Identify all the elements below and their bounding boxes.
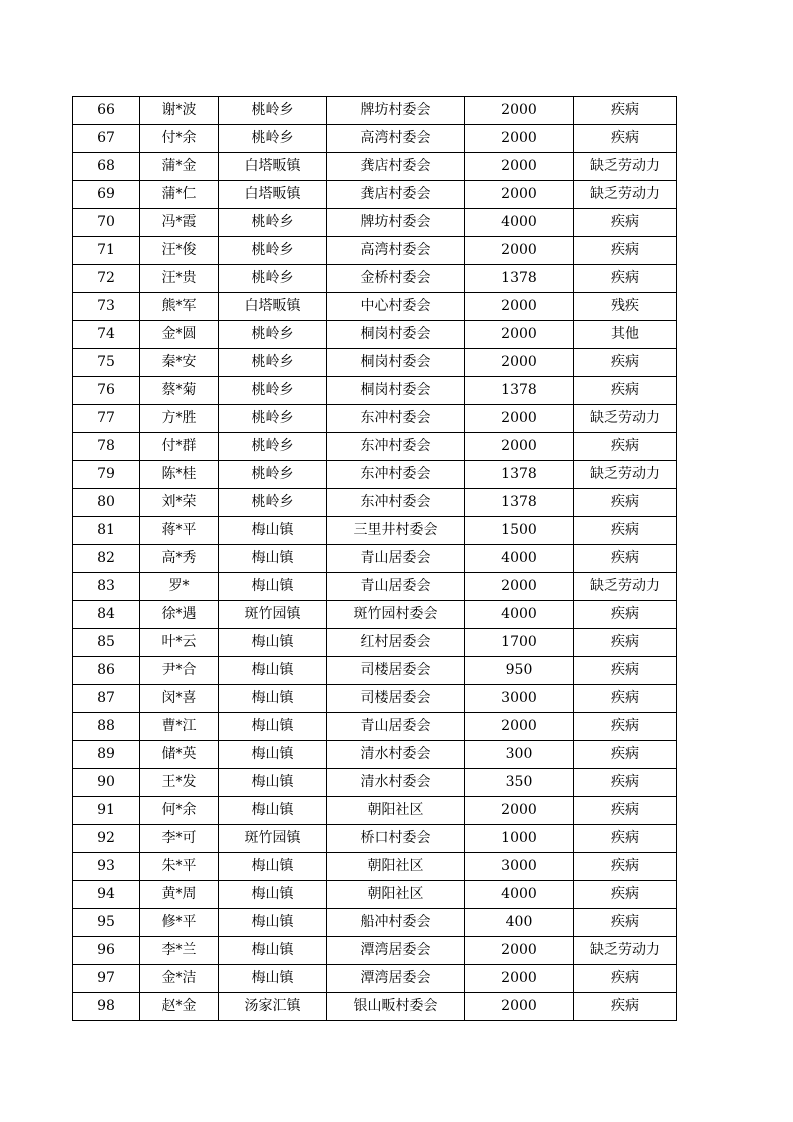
person-name-cell: 付*余: [140, 125, 219, 153]
village-committee-cell: 桐岗村委会: [327, 321, 465, 349]
table-row: [73, 741, 677, 769]
person-name-cell: 陈*桂: [140, 461, 219, 489]
township-cell: 桃岭乡: [219, 97, 327, 125]
table-body: [73, 97, 677, 1021]
poverty-reason-cell: 疾病: [574, 881, 677, 909]
poverty-reason-cell: 疾病: [574, 601, 677, 629]
aid-amount-cell: 2000: [465, 125, 574, 153]
township-cell: 梅山镇: [219, 629, 327, 657]
aid-amount-cell: 2000: [465, 321, 574, 349]
township-cell: 梅山镇: [219, 769, 327, 797]
table-row: [73, 461, 677, 489]
township-cell: 桃岭乡: [219, 125, 327, 153]
aid-amount-cell: 1378: [465, 489, 574, 517]
person-name-cell: 修*平: [140, 909, 219, 937]
township-cell: 白塔畈镇: [219, 153, 327, 181]
row-number-cell: 86: [73, 657, 140, 685]
person-name-cell: 储*英: [140, 741, 219, 769]
township-cell: 桃岭乡: [219, 461, 327, 489]
person-name-cell: 蒲*金: [140, 153, 219, 181]
village-committee-cell: 青山居委会: [327, 545, 465, 573]
row-number-cell: 95: [73, 909, 140, 937]
poverty-reason-cell: 疾病: [574, 125, 677, 153]
aid-amount-cell: 2000: [465, 573, 574, 601]
row-number-cell: 72: [73, 265, 140, 293]
table-row: [73, 405, 677, 433]
table-row: [73, 181, 677, 209]
township-cell: 斑竹园镇: [219, 825, 327, 853]
township-cell: 斑竹园镇: [219, 601, 327, 629]
row-number-cell: 85: [73, 629, 140, 657]
village-committee-cell: 三里井村委会: [327, 517, 465, 545]
poverty-reason-cell: 疾病: [574, 517, 677, 545]
person-name-cell: 朱*平: [140, 853, 219, 881]
row-number-cell: 89: [73, 741, 140, 769]
row-number-cell: 96: [73, 937, 140, 965]
person-name-cell: 方*胜: [140, 405, 219, 433]
poverty-reason-cell: 疾病: [574, 209, 677, 237]
poverty-reason-cell: 缺乏劳动力: [574, 573, 677, 601]
table-row: [73, 489, 677, 517]
village-committee-cell: 中心村委会: [327, 293, 465, 321]
village-committee-cell: 红村居委会: [327, 629, 465, 657]
table-row: [73, 965, 677, 993]
row-number-cell: 87: [73, 685, 140, 713]
aid-amount-cell: 4000: [465, 881, 574, 909]
aid-amount-cell: 1378: [465, 461, 574, 489]
aid-amount-cell: 300: [465, 741, 574, 769]
person-name-cell: 何*余: [140, 797, 219, 825]
aid-table: [72, 96, 677, 1021]
village-committee-cell: 银山畈村委会: [327, 993, 465, 1021]
table-row: [73, 265, 677, 293]
aid-amount-cell: 950: [465, 657, 574, 685]
aid-amount-cell: 3000: [465, 853, 574, 881]
table-row: [73, 769, 677, 797]
person-name-cell: 黄*周: [140, 881, 219, 909]
table-row: [73, 321, 677, 349]
township-cell: 梅山镇: [219, 937, 327, 965]
person-name-cell: 秦*安: [140, 349, 219, 377]
table-row: [73, 601, 677, 629]
row-number-cell: 78: [73, 433, 140, 461]
poverty-reason-cell: 疾病: [574, 825, 677, 853]
table-row: [73, 153, 677, 181]
village-committee-cell: 东冲村委会: [327, 405, 465, 433]
person-name-cell: 蔡*菊: [140, 377, 219, 405]
person-name-cell: 金*圆: [140, 321, 219, 349]
table-row: [73, 545, 677, 573]
table-row: [73, 797, 677, 825]
row-number-cell: 94: [73, 881, 140, 909]
township-cell: 桃岭乡: [219, 349, 327, 377]
table-row: [73, 657, 677, 685]
village-committee-cell: 桥口村委会: [327, 825, 465, 853]
person-name-cell: 汪*贵: [140, 265, 219, 293]
poverty-reason-cell: 缺乏劳动力: [574, 153, 677, 181]
aid-amount-cell: 2000: [465, 293, 574, 321]
person-name-cell: 谢*波: [140, 97, 219, 125]
aid-amount-cell: 2000: [465, 181, 574, 209]
table-row: [73, 909, 677, 937]
aid-amount-cell: 1378: [465, 265, 574, 293]
township-cell: 梅山镇: [219, 881, 327, 909]
aid-amount-cell: 2000: [465, 965, 574, 993]
table-row: [73, 209, 677, 237]
poverty-reason-cell: 疾病: [574, 545, 677, 573]
poverty-reason-cell: 缺乏劳动力: [574, 937, 677, 965]
village-committee-cell: 司楼居委会: [327, 657, 465, 685]
row-number-cell: 98: [73, 993, 140, 1021]
township-cell: 梅山镇: [219, 965, 327, 993]
row-number-cell: 75: [73, 349, 140, 377]
aid-amount-cell: 4000: [465, 601, 574, 629]
person-name-cell: 曹*江: [140, 713, 219, 741]
township-cell: 梅山镇: [219, 713, 327, 741]
row-number-cell: 83: [73, 573, 140, 601]
person-name-cell: 付*群: [140, 433, 219, 461]
township-cell: 梅山镇: [219, 741, 327, 769]
township-cell: 梅山镇: [219, 797, 327, 825]
township-cell: 桃岭乡: [219, 265, 327, 293]
poverty-reason-cell: 缺乏劳动力: [574, 405, 677, 433]
poverty-reason-cell: 疾病: [574, 349, 677, 377]
township-cell: 梅山镇: [219, 517, 327, 545]
poverty-reason-cell: 其他: [574, 321, 677, 349]
person-name-cell: 赵*金: [140, 993, 219, 1021]
township-cell: 梅山镇: [219, 853, 327, 881]
village-committee-cell: 桐岗村委会: [327, 349, 465, 377]
row-number-cell: 76: [73, 377, 140, 405]
poverty-reason-cell: 疾病: [574, 797, 677, 825]
person-name-cell: 金*洁: [140, 965, 219, 993]
row-number-cell: 90: [73, 769, 140, 797]
township-cell: 桃岭乡: [219, 237, 327, 265]
aid-amount-cell: 1378: [465, 377, 574, 405]
village-committee-cell: 潭湾居委会: [327, 937, 465, 965]
poverty-reason-cell: 缺乏劳动力: [574, 181, 677, 209]
row-number-cell: 88: [73, 713, 140, 741]
township-cell: 梅山镇: [219, 909, 327, 937]
person-name-cell: 蒲*仁: [140, 181, 219, 209]
person-name-cell: 徐*遇: [140, 601, 219, 629]
person-name-cell: 叶*云: [140, 629, 219, 657]
aid-amount-cell: 2000: [465, 993, 574, 1021]
table-row: [73, 125, 677, 153]
row-number-cell: 69: [73, 181, 140, 209]
township-cell: 梅山镇: [219, 685, 327, 713]
poverty-reason-cell: 疾病: [574, 489, 677, 517]
person-name-cell: 冯*霞: [140, 209, 219, 237]
village-committee-cell: 朝阳社区: [327, 881, 465, 909]
village-committee-cell: 青山居委会: [327, 713, 465, 741]
row-number-cell: 74: [73, 321, 140, 349]
village-committee-cell: 桐岗村委会: [327, 377, 465, 405]
poverty-reason-cell: 缺乏劳动力: [574, 461, 677, 489]
aid-amount-cell: 2000: [465, 937, 574, 965]
person-name-cell: 罗*: [140, 573, 219, 601]
township-cell: 桃岭乡: [219, 489, 327, 517]
village-committee-cell: 高湾村委会: [327, 125, 465, 153]
row-number-cell: 92: [73, 825, 140, 853]
village-committee-cell: 高湾村委会: [327, 237, 465, 265]
poverty-reason-cell: 疾病: [574, 433, 677, 461]
township-cell: 桃岭乡: [219, 209, 327, 237]
township-cell: 白塔畈镇: [219, 181, 327, 209]
village-committee-cell: 朝阳社区: [327, 797, 465, 825]
person-name-cell: 汪*俊: [140, 237, 219, 265]
township-cell: 白塔畈镇: [219, 293, 327, 321]
poverty-reason-cell: 疾病: [574, 629, 677, 657]
village-committee-cell: 牌坊村委会: [327, 209, 465, 237]
village-committee-cell: 东冲村委会: [327, 461, 465, 489]
table-row: [73, 629, 677, 657]
poverty-reason-cell: 疾病: [574, 237, 677, 265]
township-cell: 桃岭乡: [219, 405, 327, 433]
village-committee-cell: 青山居委会: [327, 573, 465, 601]
village-committee-cell: 龚店村委会: [327, 181, 465, 209]
aid-amount-cell: 2000: [465, 349, 574, 377]
poverty-reason-cell: 疾病: [574, 993, 677, 1021]
village-committee-cell: 潭湾居委会: [327, 965, 465, 993]
row-number-cell: 68: [73, 153, 140, 181]
table-row: [73, 377, 677, 405]
aid-amount-cell: 2000: [465, 97, 574, 125]
table-row: [73, 937, 677, 965]
person-name-cell: 熊*军: [140, 293, 219, 321]
person-name-cell: 尹*合: [140, 657, 219, 685]
village-committee-cell: 清水村委会: [327, 769, 465, 797]
row-number-cell: 84: [73, 601, 140, 629]
row-number-cell: 80: [73, 489, 140, 517]
row-number-cell: 79: [73, 461, 140, 489]
table-row: [73, 993, 677, 1021]
aid-amount-cell: 1000: [465, 825, 574, 853]
aid-amount-cell: 400: [465, 909, 574, 937]
poverty-reason-cell: 疾病: [574, 685, 677, 713]
row-number-cell: 77: [73, 405, 140, 433]
row-number-cell: 71: [73, 237, 140, 265]
table-row: [73, 433, 677, 461]
table-row: [73, 881, 677, 909]
row-number-cell: 93: [73, 853, 140, 881]
poverty-reason-cell: 疾病: [574, 769, 677, 797]
person-name-cell: 王*发: [140, 769, 219, 797]
table-row: [73, 853, 677, 881]
aid-amount-cell: 2000: [465, 405, 574, 433]
row-number-cell: 81: [73, 517, 140, 545]
table-row: [73, 349, 677, 377]
table-row: [73, 517, 677, 545]
township-cell: 桃岭乡: [219, 321, 327, 349]
aid-amount-cell: 1500: [465, 517, 574, 545]
village-committee-cell: 斑竹园村委会: [327, 601, 465, 629]
village-committee-cell: 东冲村委会: [327, 433, 465, 461]
poverty-reason-cell: 疾病: [574, 741, 677, 769]
township-cell: 桃岭乡: [219, 377, 327, 405]
person-name-cell: 闵*喜: [140, 685, 219, 713]
row-number-cell: 91: [73, 797, 140, 825]
poverty-reason-cell: 疾病: [574, 657, 677, 685]
table-row: [73, 573, 677, 601]
row-number-cell: 97: [73, 965, 140, 993]
person-name-cell: 高*秀: [140, 545, 219, 573]
table-row: [73, 825, 677, 853]
poverty-reason-cell: 疾病: [574, 377, 677, 405]
aid-amount-cell: 4000: [465, 545, 574, 573]
table-row: [73, 237, 677, 265]
person-name-cell: 蒋*平: [140, 517, 219, 545]
village-committee-cell: 清水村委会: [327, 741, 465, 769]
aid-amount-cell: 3000: [465, 685, 574, 713]
village-committee-cell: 司楼居委会: [327, 685, 465, 713]
row-number-cell: 66: [73, 97, 140, 125]
aid-amount-cell: 2000: [465, 713, 574, 741]
row-number-cell: 70: [73, 209, 140, 237]
township-cell: 梅山镇: [219, 545, 327, 573]
village-committee-cell: 龚店村委会: [327, 153, 465, 181]
table-row: [73, 293, 677, 321]
poverty-reason-cell: 疾病: [574, 97, 677, 125]
aid-amount-cell: 2000: [465, 237, 574, 265]
poverty-reason-cell: 残疾: [574, 293, 677, 321]
poverty-reason-cell: 疾病: [574, 909, 677, 937]
table-row: [73, 97, 677, 125]
township-cell: 汤家汇镇: [219, 993, 327, 1021]
aid-amount-cell: 1700: [465, 629, 574, 657]
aid-amount-cell: 2000: [465, 433, 574, 461]
aid-amount-cell: 350: [465, 769, 574, 797]
row-number-cell: 73: [73, 293, 140, 321]
village-committee-cell: 金桥村委会: [327, 265, 465, 293]
aid-amount-cell: 4000: [465, 209, 574, 237]
aid-amount-cell: 2000: [465, 797, 574, 825]
village-committee-cell: 东冲村委会: [327, 489, 465, 517]
village-committee-cell: 牌坊村委会: [327, 97, 465, 125]
person-name-cell: 刘*荣: [140, 489, 219, 517]
village-committee-cell: 船冲村委会: [327, 909, 465, 937]
person-name-cell: 李*兰: [140, 937, 219, 965]
table-row: [73, 713, 677, 741]
row-number-cell: 67: [73, 125, 140, 153]
poverty-reason-cell: 疾病: [574, 265, 677, 293]
poverty-reason-cell: 疾病: [574, 853, 677, 881]
aid-amount-cell: 2000: [465, 153, 574, 181]
poverty-reason-cell: 疾病: [574, 713, 677, 741]
row-number-cell: 82: [73, 545, 140, 573]
township-cell: 桃岭乡: [219, 433, 327, 461]
poverty-reason-cell: 疾病: [574, 965, 677, 993]
village-committee-cell: 朝阳社区: [327, 853, 465, 881]
township-cell: 梅山镇: [219, 573, 327, 601]
table-row: [73, 685, 677, 713]
person-name-cell: 李*可: [140, 825, 219, 853]
township-cell: 梅山镇: [219, 657, 327, 685]
